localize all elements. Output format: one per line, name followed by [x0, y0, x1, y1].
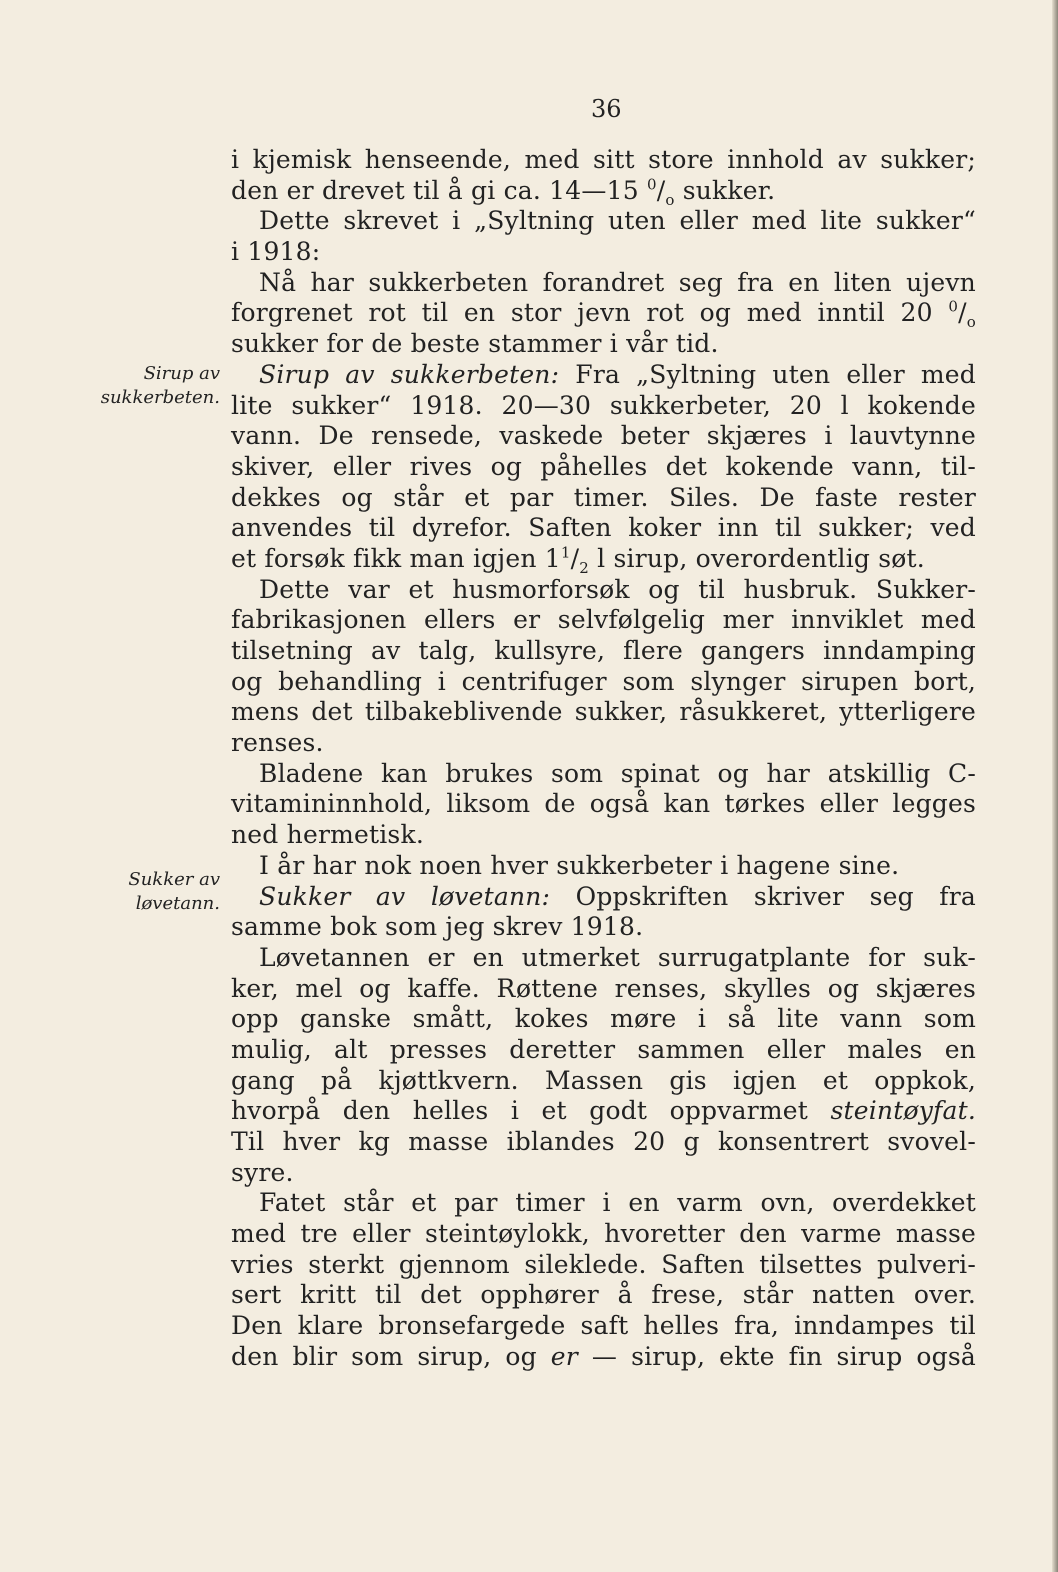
text-line: ker, mel og kaffe. Røttene renses, skylles og skjæres: [231, 973, 976, 1003]
text-line: Løvetannen er en utmerket surrugatplante for suk-: [259, 942, 976, 972]
text-line: anvendes til dyrefor. Saften koker inn til sukker; ved: [231, 513, 976, 543]
text-line: Nå har sukkerbeten forandret seg fra en liten ujevn: [259, 267, 976, 297]
page-edge: [1052, 0, 1058, 1572]
text-line: skiver, eller rives og påhelles det kokende vann, til-: [231, 451, 976, 481]
text-line: et forsøk fikk man igjen $1^1/_2$ l sirup, overordentlig søt.: [231, 543, 925, 577]
body-text: [231, 145, 976, 1373]
text-line: samme bok som jeg skrev 1918.: [231, 912, 644, 942]
text-line: Bladene kan brukes som spinat og har atskillig C-: [259, 758, 976, 788]
text-line: hvorpå den helles i et godt oppvarmet steintøyfat.: [231, 1096, 976, 1126]
text-line: med tre eller steintøylokk, hvoretter den varme masse: [231, 1219, 976, 1249]
margin-note-lovetann: [80, 868, 220, 916]
text-line: i 1918:: [231, 237, 321, 267]
text-line: fabrikasjonen ellers er selvfølgelig mer innviklet med: [231, 605, 976, 635]
text-line: opp ganske smått, kokes møre i så lite vann som: [231, 1004, 976, 1034]
text-line: lite sukker“ 1918. 20—30 sukkerbeter, 20 l kokende: [231, 390, 976, 420]
text-line: syre.: [231, 1157, 294, 1187]
margin-note-line: løvetann.: [135, 893, 220, 914]
text-line: sert kritt til det opphører å frese, står natten over.: [231, 1280, 976, 1310]
text-line: sukker for de beste stammer i vår tid.: [231, 329, 719, 359]
text-line: renses.: [231, 728, 324, 758]
text-line: tilsetning av talg, kullsyre, flere gangers inndamping: [231, 636, 976, 665]
text-line: vitamininnhold, liksom de også kan tørkes eller legges: [231, 789, 976, 819]
text-line: Dette skrevet i „Syltning uten eller med lite sukker“: [259, 206, 976, 236]
text-line: I år har nok noen hver sukkerbeter i hagene sine.: [259, 850, 900, 880]
text-line: dekkes og står et par timer. Siles. De faste rester: [231, 482, 976, 512]
text-line: den blir som sirup, og er — sirup, ekte fin sirup også: [231, 1341, 976, 1371]
text-line: Fatet står et par timer i en varm ovn, overdekket: [259, 1188, 976, 1218]
text-line: Til hver kg masse iblandes 20 g konsentrert svovel-: [231, 1127, 976, 1156]
text-line: gang på kjøttkvern. Massen gis igjen et oppkok,: [231, 1065, 976, 1095]
margin-note-line: sukkerbeten.: [100, 387, 220, 408]
text-line: vries sterkt gjennom sileklede. Saften tilsettes pulveri-: [231, 1249, 976, 1279]
text-line: mens det tilbakeblivende sukker, råsukkeret, ytterligere: [231, 697, 976, 727]
text-line: og behandling i centrifuger som slynger sirupen bort,: [231, 666, 976, 696]
margin-note-line: Sirup av: [143, 363, 220, 384]
text-line: forgrenet rot til en stor jevn rot og med inntil 20 $^0/_o$: [231, 298, 976, 332]
text-line: Den klare bronsefargede saft helles fra, inndampes til: [231, 1311, 976, 1341]
page-number: 36: [591, 95, 622, 123]
text-line: ned hermetisk.: [231, 820, 424, 850]
text-line: den er drevet til å gi ca. 14—15 $^0/_o$ sukker.: [231, 175, 776, 209]
text-line: Sirup av sukkerbeten: Fra „Syltning uten eller med: [259, 359, 977, 389]
text-line: Dette var et husmorforsøk og til husbruk. Sukker-: [259, 574, 976, 604]
text-line: Sukker av løvetann: Oppskriften skriver seg fra: [259, 881, 976, 911]
text-line: vann. De rensede, vaskede beter skjæres i lauvtynne: [231, 421, 976, 451]
text-line: i kjemisk henseende, med sitt store innhold av sukker;: [231, 145, 976, 174]
margin-note-line: Sukker av: [128, 869, 220, 890]
margin-note-sirup: [80, 362, 220, 410]
text-line: mulig, alt presses deretter sammen eller males en: [231, 1034, 976, 1064]
